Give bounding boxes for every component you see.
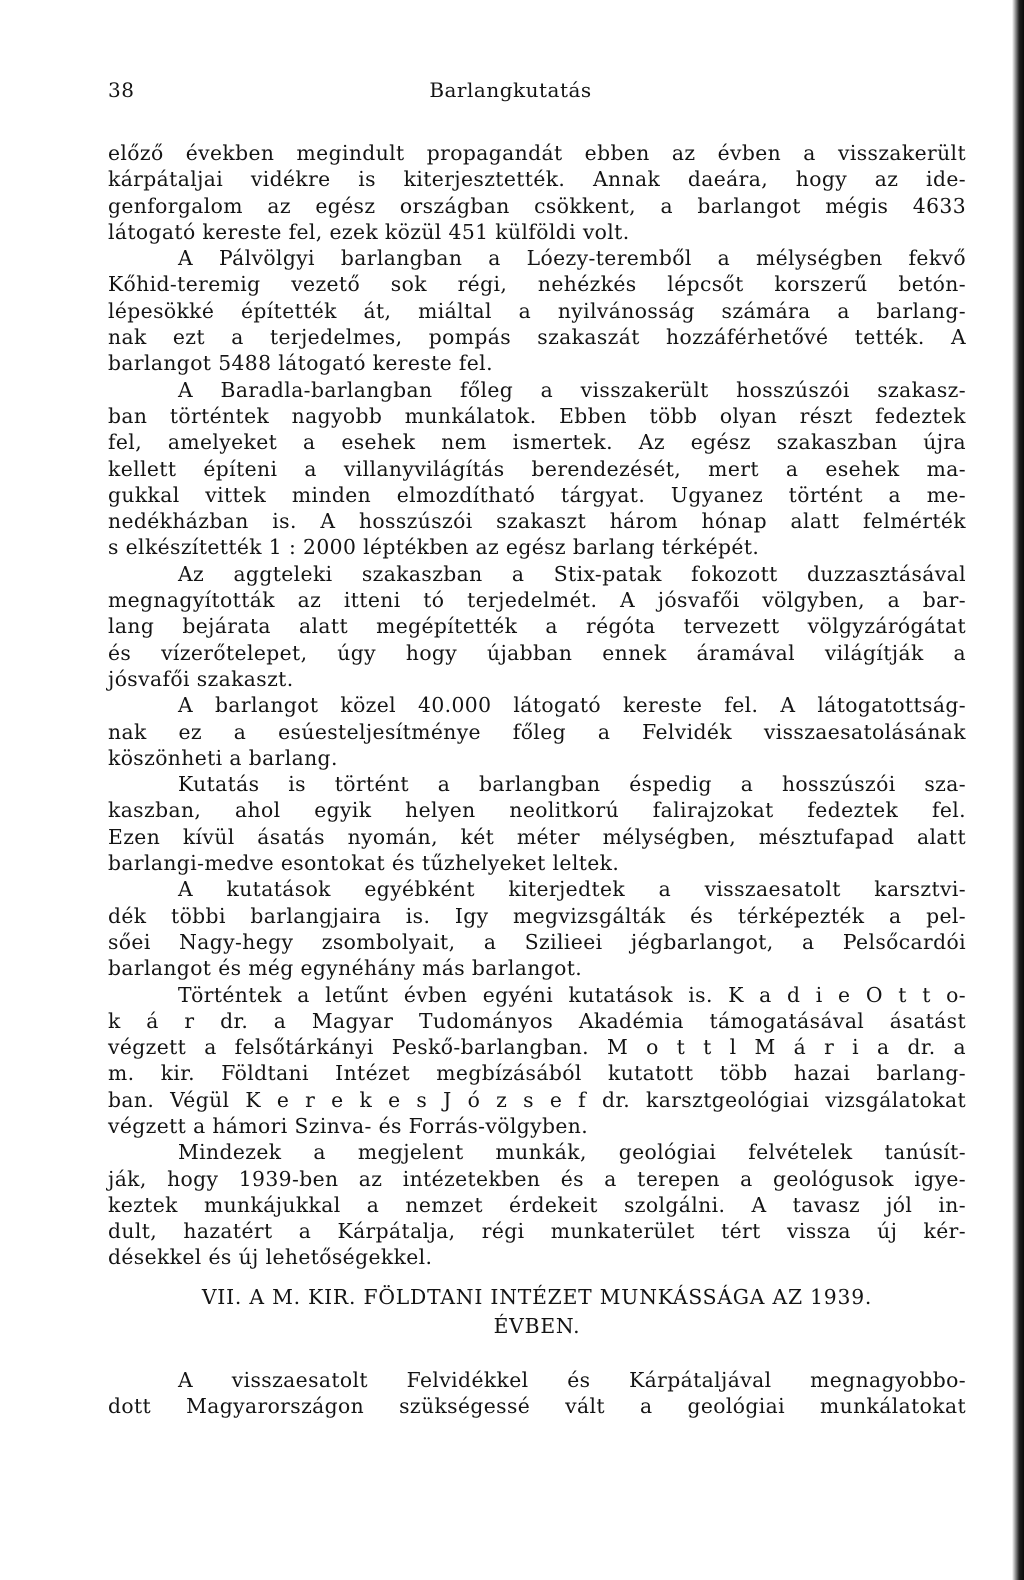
section-title-line: ÉVBEN. xyxy=(493,1313,581,1338)
text-line: jósvafői szakaszt. xyxy=(108,666,294,691)
paragraph-visitors xyxy=(108,692,966,771)
text-line: Ezen kívül ásatás nyomán, két méter mélységben, mésztufapad alatt xyxy=(108,824,966,849)
paragraph-baradla xyxy=(108,377,966,561)
text-line: Történtek a letűnt évben egyéni kutatások is. K a d i e O t t o- xyxy=(178,982,966,1007)
section-title-line: VII. A M. KIR. FÖLDTANI INTÉZET MUNKÁSSÁGA AZ 1939. xyxy=(201,1284,873,1309)
text-line: Az aggteleki szakaszban a Stix-patak fokozott duzzasztásával xyxy=(178,561,966,586)
text-line: k á r dr. a Magyar Tudományos Akadémia támogatásával ásatást xyxy=(108,1008,966,1033)
text-line: dék többi barlangjaira is. Igy megvizsgálták és térképezték a pel- xyxy=(108,903,966,928)
text-line: fel, amelyeket a esehek nem ismertek. Az egész szakaszban újra xyxy=(108,430,966,455)
page-header xyxy=(108,78,913,108)
text-line: Kőhid-teremig vezető sok régi, nehézkés lépcsőt korszerű betón- xyxy=(108,272,966,297)
text-line: A barlangot közel 40.000 látogató kereste fel. A látogatottság- xyxy=(178,693,966,718)
text-line: végzett a hámori Szinva- és Forrás-völgyben. xyxy=(108,1113,589,1138)
paragraph-karst xyxy=(108,876,966,981)
text-line: megnagyították az itteni tó terjedelmét. A jósvafői völgyben, a bar- xyxy=(108,588,966,613)
paragraph-research xyxy=(108,771,966,876)
text-line: nak ezt a terjedelmes, pompás szakaszát hozzáférhetővé tették. A xyxy=(108,325,966,350)
text-line: s elkészítették 1 : 2000 léptékben az egész barlang térképét. xyxy=(108,535,760,560)
text-line: Kutatás is történt a barlangban éspedig a hosszúszói sza- xyxy=(178,772,966,797)
text-line: A Pálvölgyi barlangban a Lóezy-teremből a mélységben fekvő xyxy=(178,246,966,271)
text-line: désekkel és új lehetőségekkel. xyxy=(108,1245,433,1270)
text-line: dult, hazatért a Kárpátalja, régi munkaterület tért vissza új kér- xyxy=(108,1219,966,1244)
text-line: köszönheti a barlang. xyxy=(108,745,338,770)
text-line: A kutatások egyébként kiterjedtek a visszaesatolt karsztvi- xyxy=(178,877,966,902)
text-line: A Baradla-barlangban főleg a visszakerült hosszúszói szakasz- xyxy=(178,377,966,402)
body-text xyxy=(108,140,966,1419)
text-line: lépesökké építették át, miáltal a nyilvánosság számára a barlang- xyxy=(108,298,966,323)
text-line: genforgalom az egész országban csökkent, a barlangot mégis 4633 xyxy=(108,193,966,218)
text-line: A visszaesatolt Felvidékkel és Kárpátaljával megnagyobbo- xyxy=(178,1367,966,1392)
page-number: 38 xyxy=(108,78,135,102)
text-line: kárpátaljai vidékre is kiterjesztették. Annak daeára, hogy az ide- xyxy=(108,167,966,192)
text-line: dott Magyarországon szükségessé vált a geológiai munkálatokat xyxy=(108,1394,966,1419)
text-line: gukkal vittek minden elmozdítható tárgyat. Ugyanez történt a me- xyxy=(108,482,966,507)
page-edge-shadow xyxy=(1012,0,1024,1580)
text-line: végzett a felsőtárkányi Peskő-barlangban. M o t t l M á r i a dr. a xyxy=(108,1035,966,1060)
text-line: kaszban, ahol egyik helyen neolitkorú falirajzokat fedeztek fel. xyxy=(108,798,966,823)
text-line: barlangot és még egynéhány más barlangot. xyxy=(108,956,583,981)
text-line: Mindezek a megjelent munkák, geológiai felvételek tanúsít- xyxy=(178,1140,966,1165)
text-line: sőei Nagy-hegy zsombolyait, a Szilieei jégbarlangot, a Pelsőcardói xyxy=(108,929,966,954)
paragraph-individual-research xyxy=(108,982,966,1140)
section-title xyxy=(108,1283,966,1341)
paragraph-aggteleki xyxy=(108,561,966,692)
paragraph-propaganda xyxy=(108,140,966,245)
text-line: látogató kereste fel, ezek közül 451 külföldi volt. xyxy=(108,219,630,244)
text-line: ban történtek nagyobb munkálatok. Ebben több olyan részt fedeztek xyxy=(108,403,966,428)
text-line: nedékházban is. A hosszúszói szakaszt három hónap alatt felmérték xyxy=(108,509,966,534)
paragraph-closing xyxy=(108,1367,966,1420)
paragraph-summary xyxy=(108,1139,966,1270)
text-line: barlangi-medve esontokat és tűzhelyeket leltek. xyxy=(108,851,620,876)
text-line: barlangot 5488 látogató kereste fel. xyxy=(108,351,493,376)
text-line: kellett építeni a villanyvilágítás berendezését, mert a esehek ma- xyxy=(108,456,966,481)
text-line: ják, hogy 1939-ben az intézetekben és a terepen a geológusok igye- xyxy=(108,1166,966,1191)
text-line: m. kir. Földtani Intézet megbízásából kutatott több hazai barlang- xyxy=(108,1061,966,1086)
text-line: ban. Végül K e r e k e s J ó z s e f dr. karsztgeológiai vizsgálatokat xyxy=(108,1087,966,1112)
text-line: keztek munkájukkal a nemzet érdekeit szolgálni. A tavasz jól in- xyxy=(108,1192,966,1217)
paragraph-palvolgyi xyxy=(108,245,966,376)
running-title: Barlangkutatás xyxy=(429,78,592,102)
text-line: nak ez a esúesteljesítménye főleg a Felvidék visszaesatolásának xyxy=(108,719,966,744)
text-line: és vízerőtelepet, úgy hogy újabban ennek áramával világítják a xyxy=(108,640,966,665)
text-line: lang bejárata alatt megépítették a régóta tervezett völgyzárógátat xyxy=(108,614,966,639)
text-line: előző években megindult propagandát ebben az évben a visszakerült xyxy=(108,141,966,165)
